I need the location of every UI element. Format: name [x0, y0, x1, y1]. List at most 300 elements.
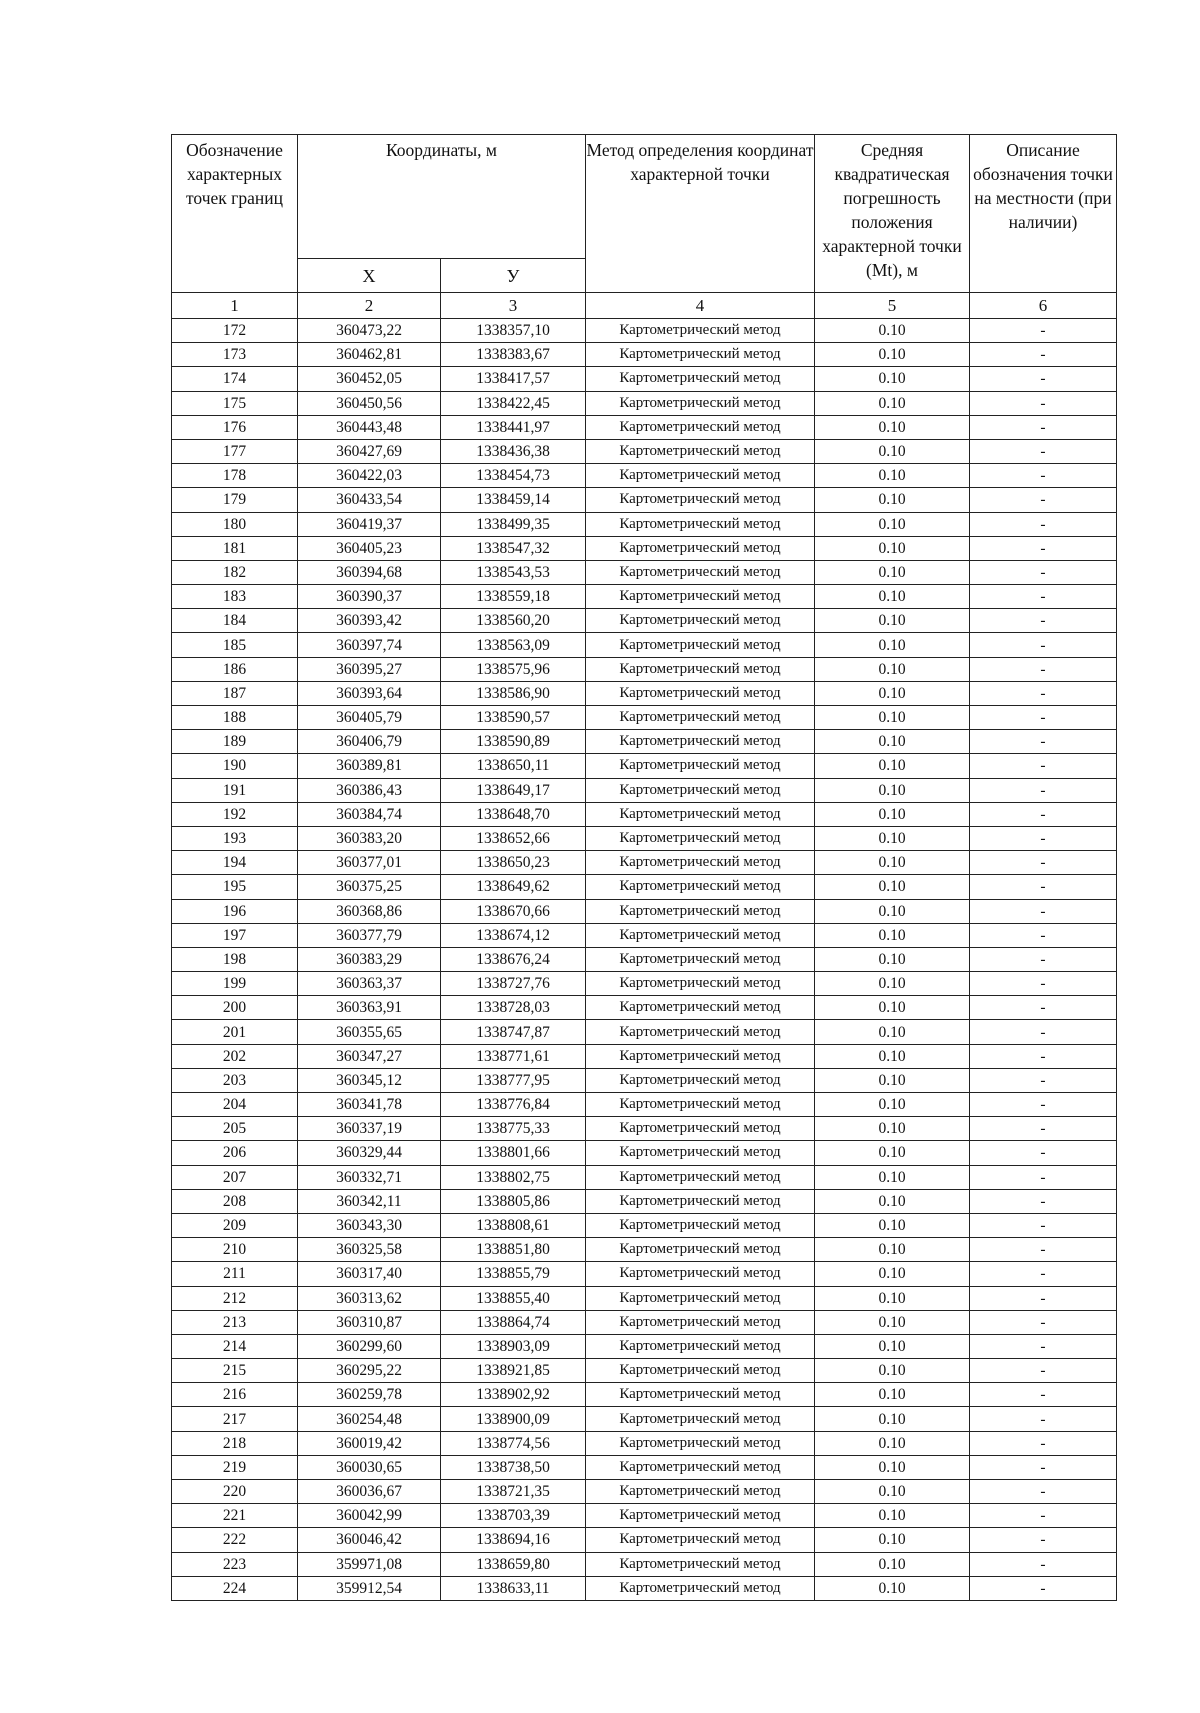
cell-x: 360433,54: [298, 488, 441, 512]
cell-point-number: 188: [172, 706, 298, 730]
cell-y: 1338559,18: [441, 585, 586, 609]
cell-y: 1338774,56: [441, 1431, 586, 1455]
cell-method: Картометрический метод: [586, 996, 815, 1020]
header-coordinates: Координаты, м: [298, 135, 586, 259]
cell-error: 0.10: [815, 1480, 970, 1504]
cell-description: -: [970, 367, 1117, 391]
cell-point-number: 182: [172, 560, 298, 584]
cell-description: -: [970, 802, 1117, 826]
table-row: [172, 633, 1117, 657]
cell-error: 0.10: [815, 1213, 970, 1237]
cell-error: 0.10: [815, 464, 970, 488]
cell-error: 0.10: [815, 1044, 970, 1068]
table-row: [172, 1093, 1117, 1117]
cell-x: 360347,27: [298, 1044, 441, 1068]
cell-point-number: 213: [172, 1310, 298, 1334]
cell-x: 360036,67: [298, 1480, 441, 1504]
table-row: [172, 585, 1117, 609]
cell-point-number: 177: [172, 439, 298, 463]
cell-y: 1338805,86: [441, 1189, 586, 1213]
table-row: [172, 923, 1117, 947]
header-method: Метод определения координат характерной точки: [586, 135, 815, 293]
cell-point-number: 222: [172, 1528, 298, 1552]
cell-y: 1338670,66: [441, 899, 586, 923]
cell-x: 360422,03: [298, 464, 441, 488]
cell-error: 0.10: [815, 1310, 970, 1334]
cell-y: 1338383,67: [441, 343, 586, 367]
cell-y: 1338659,80: [441, 1552, 586, 1576]
cell-method: Картометрический метод: [586, 1286, 815, 1310]
header-description: Описание обозначения точки на местности (при наличии): [970, 135, 1117, 293]
cell-point-number: 174: [172, 367, 298, 391]
cell-description: -: [970, 1431, 1117, 1455]
cell-error: 0.10: [815, 585, 970, 609]
cell-y: 1338851,80: [441, 1238, 586, 1262]
cell-error: 0.10: [815, 1383, 970, 1407]
cell-description: -: [970, 1310, 1117, 1334]
cell-y: 1338543,53: [441, 560, 586, 584]
cell-error: 0.10: [815, 391, 970, 415]
cell-point-number: 185: [172, 633, 298, 657]
table-row: [172, 899, 1117, 923]
cell-error: 0.10: [815, 1286, 970, 1310]
cell-error: 0.10: [815, 415, 970, 439]
cell-y: 1338441,97: [441, 415, 586, 439]
cell-error: 0.10: [815, 778, 970, 802]
table-row: [172, 802, 1117, 826]
table-row: [172, 1504, 1117, 1528]
cell-error: 0.10: [815, 1455, 970, 1479]
cell-x: 360462,81: [298, 343, 441, 367]
cell-y: 1338703,39: [441, 1504, 586, 1528]
cell-error: 0.10: [815, 1141, 970, 1165]
header-row: [172, 135, 1117, 259]
cell-description: -: [970, 1576, 1117, 1600]
table-row: [172, 754, 1117, 778]
cell-description: -: [970, 1213, 1117, 1237]
cell-x: 360427,69: [298, 439, 441, 463]
cell-point-number: 214: [172, 1334, 298, 1358]
cell-x: 360383,20: [298, 826, 441, 850]
cell-method: Картометрический метод: [586, 343, 815, 367]
cell-method: Картометрический метод: [586, 1093, 815, 1117]
cell-error: 0.10: [815, 1528, 970, 1552]
cell-x: 360046,42: [298, 1528, 441, 1552]
cell-description: -: [970, 947, 1117, 971]
cell-method: Картометрический метод: [586, 754, 815, 778]
cell-description: -: [970, 1286, 1117, 1310]
cell-method: Картометрический метод: [586, 1455, 815, 1479]
cell-point-number: 191: [172, 778, 298, 802]
cell-point-number: 172: [172, 319, 298, 343]
cell-method: Картометрический метод: [586, 778, 815, 802]
table-row: [172, 1165, 1117, 1189]
cell-point-number: 189: [172, 730, 298, 754]
cell-y: 1338547,32: [441, 536, 586, 560]
cell-error: 0.10: [815, 1238, 970, 1262]
table-row: [172, 706, 1117, 730]
cell-error: 0.10: [815, 730, 970, 754]
table-row: [172, 1528, 1117, 1552]
cell-x: 360019,42: [298, 1431, 441, 1455]
cell-y: 1338357,10: [441, 319, 586, 343]
cell-description: -: [970, 1165, 1117, 1189]
table-row: [172, 1552, 1117, 1576]
cell-error: 0.10: [815, 1189, 970, 1213]
cell-y: 1338650,23: [441, 851, 586, 875]
cell-method: Картометрический метод: [586, 367, 815, 391]
cell-x: 360042,99: [298, 1504, 441, 1528]
cell-description: -: [970, 851, 1117, 875]
cell-point-number: 207: [172, 1165, 298, 1189]
cell-description: -: [970, 1455, 1117, 1479]
cell-error: 0.10: [815, 1576, 970, 1600]
cell-x: 360341,78: [298, 1093, 441, 1117]
cell-description: -: [970, 536, 1117, 560]
cell-y: 1338738,50: [441, 1455, 586, 1479]
cell-description: -: [970, 1068, 1117, 1092]
cell-y: 1338771,61: [441, 1044, 586, 1068]
cell-error: 0.10: [815, 633, 970, 657]
cell-point-number: 209: [172, 1213, 298, 1237]
cell-method: Картометрический метод: [586, 391, 815, 415]
cell-description: -: [970, 1238, 1117, 1262]
cell-description: -: [970, 560, 1117, 584]
table-row: [172, 657, 1117, 681]
cell-method: Картометрический метод: [586, 1213, 815, 1237]
cell-point-number: 192: [172, 802, 298, 826]
cell-method: Картометрический метод: [586, 1310, 815, 1334]
table-row: [172, 1213, 1117, 1237]
cell-y: 1338575,96: [441, 657, 586, 681]
cell-x: 360383,29: [298, 947, 441, 971]
cell-point-number: 204: [172, 1093, 298, 1117]
table-row: [172, 1238, 1117, 1262]
cell-error: 0.10: [815, 899, 970, 923]
cell-error: 0.10: [815, 1165, 970, 1189]
table-row: [172, 1407, 1117, 1431]
cell-error: 0.10: [815, 754, 970, 778]
cell-description: -: [970, 875, 1117, 899]
cell-point-number: 179: [172, 488, 298, 512]
cell-error: 0.10: [815, 1359, 970, 1383]
cell-description: -: [970, 319, 1117, 343]
cell-y: 1338499,35: [441, 512, 586, 536]
cell-method: Картометрический метод: [586, 899, 815, 923]
cell-error: 0.10: [815, 367, 970, 391]
cell-x: 360397,74: [298, 633, 441, 657]
cell-method: Картометрический метод: [586, 1020, 815, 1044]
table-row: [172, 609, 1117, 633]
table-row: [172, 439, 1117, 463]
cell-description: -: [970, 585, 1117, 609]
cell-y: 1338674,12: [441, 923, 586, 947]
cell-error: 0.10: [815, 1117, 970, 1141]
cell-point-number: 218: [172, 1431, 298, 1455]
cell-method: Картометрический метод: [586, 1165, 815, 1189]
cell-point-number: 187: [172, 681, 298, 705]
table-row: [172, 1286, 1117, 1310]
cell-x: 360325,58: [298, 1238, 441, 1262]
cell-description: -: [970, 512, 1117, 536]
cell-description: -: [970, 730, 1117, 754]
cell-y: 1338776,84: [441, 1093, 586, 1117]
cell-description: -: [970, 1093, 1117, 1117]
cell-point-number: 205: [172, 1117, 298, 1141]
cell-description: -: [970, 391, 1117, 415]
table-row: [172, 875, 1117, 899]
cell-description: -: [970, 1044, 1117, 1068]
cell-point-number: 183: [172, 585, 298, 609]
cell-y: 1338747,87: [441, 1020, 586, 1044]
cell-x: 360394,68: [298, 560, 441, 584]
cell-x: 360375,25: [298, 875, 441, 899]
cell-method: Картометрический метод: [586, 1552, 815, 1576]
table-row: [172, 730, 1117, 754]
cell-description: -: [970, 1359, 1117, 1383]
cell-x: 360406,79: [298, 730, 441, 754]
cell-method: Картометрический метод: [586, 585, 815, 609]
cell-y: 1338855,79: [441, 1262, 586, 1286]
cell-description: -: [970, 923, 1117, 947]
cell-y: 1338459,14: [441, 488, 586, 512]
cell-method: Картометрический метод: [586, 1359, 815, 1383]
cell-point-number: 199: [172, 972, 298, 996]
cell-description: -: [970, 972, 1117, 996]
cell-description: -: [970, 1383, 1117, 1407]
table-row: [172, 1480, 1117, 1504]
cell-description: -: [970, 826, 1117, 850]
cell-description: -: [970, 633, 1117, 657]
cell-point-number: 224: [172, 1576, 298, 1600]
table-row: [172, 1455, 1117, 1479]
cell-y: 1338417,57: [441, 367, 586, 391]
cell-x: 359912,54: [298, 1576, 441, 1600]
cell-error: 0.10: [815, 923, 970, 947]
table-row: [172, 972, 1117, 996]
cell-x: 360317,40: [298, 1262, 441, 1286]
cell-method: Картометрический метод: [586, 560, 815, 584]
cell-x: 360405,79: [298, 706, 441, 730]
cell-x: 360337,19: [298, 1117, 441, 1141]
cell-description: -: [970, 778, 1117, 802]
cell-error: 0.10: [815, 1504, 970, 1528]
cell-y: 1338902,92: [441, 1383, 586, 1407]
cell-x: 360395,27: [298, 657, 441, 681]
cell-point-number: 223: [172, 1552, 298, 1576]
cell-y: 1338560,20: [441, 609, 586, 633]
cell-method: Картометрический метод: [586, 1189, 815, 1213]
cell-x: 360450,56: [298, 391, 441, 415]
cell-point-number: 180: [172, 512, 298, 536]
cell-description: -: [970, 706, 1117, 730]
cell-x: 360313,62: [298, 1286, 441, 1310]
column-number: 3: [441, 293, 586, 319]
cell-point-number: 203: [172, 1068, 298, 1092]
cell-point-number: 193: [172, 826, 298, 850]
cell-point-number: 200: [172, 996, 298, 1020]
cell-point-number: 219: [172, 1455, 298, 1479]
table-row: [172, 464, 1117, 488]
cell-method: Картометрический метод: [586, 1238, 815, 1262]
cell-x: 359971,08: [298, 1552, 441, 1576]
cell-point-number: 216: [172, 1383, 298, 1407]
cell-method: Картометрический метод: [586, 1044, 815, 1068]
cell-method: Картометрический метод: [586, 1576, 815, 1600]
cell-point-number: 210: [172, 1238, 298, 1262]
boundary-points-table: [171, 134, 1117, 1601]
cell-method: Картометрический метод: [586, 633, 815, 657]
table-row: [172, 1044, 1117, 1068]
cell-error: 0.10: [815, 1407, 970, 1431]
cell-method: Картометрический метод: [586, 536, 815, 560]
table-row: [172, 996, 1117, 1020]
cell-y: 1338775,33: [441, 1117, 586, 1141]
cell-error: 0.10: [815, 319, 970, 343]
cell-y: 1338563,09: [441, 633, 586, 657]
cell-y: 1338649,17: [441, 778, 586, 802]
column-number: 2: [298, 293, 441, 319]
cell-point-number: 196: [172, 899, 298, 923]
cell-description: -: [970, 1407, 1117, 1431]
cell-point-number: 217: [172, 1407, 298, 1431]
cell-y: 1338648,70: [441, 802, 586, 826]
cell-method: Картометрический метод: [586, 1407, 815, 1431]
cell-description: -: [970, 464, 1117, 488]
cell-description: -: [970, 681, 1117, 705]
cell-description: -: [970, 657, 1117, 681]
cell-error: 0.10: [815, 1262, 970, 1286]
cell-method: Картометрический метод: [586, 1117, 815, 1141]
cell-method: Картометрический метод: [586, 488, 815, 512]
header-x: Х: [298, 259, 441, 293]
cell-y: 1338422,45: [441, 391, 586, 415]
cell-method: Картометрический метод: [586, 1504, 815, 1528]
cell-method: Картометрический метод: [586, 1431, 815, 1455]
cell-error: 0.10: [815, 947, 970, 971]
table-row: [172, 391, 1117, 415]
cell-description: -: [970, 996, 1117, 1020]
cell-method: Картометрический метод: [586, 923, 815, 947]
cell-y: 1338650,11: [441, 754, 586, 778]
cell-y: 1338721,35: [441, 1480, 586, 1504]
cell-method: Картометрический метод: [586, 1141, 815, 1165]
cell-method: Картометрический метод: [586, 972, 815, 996]
cell-point-number: 197: [172, 923, 298, 947]
cell-x: 360299,60: [298, 1334, 441, 1358]
cell-description: -: [970, 1480, 1117, 1504]
cell-method: Картометрический метод: [586, 947, 815, 971]
cell-point-number: 190: [172, 754, 298, 778]
table-row: [172, 1431, 1117, 1455]
table-row: [172, 536, 1117, 560]
cell-y: 1338436,38: [441, 439, 586, 463]
cell-error: 0.10: [815, 609, 970, 633]
table-row: [172, 1189, 1117, 1213]
cell-error: 0.10: [815, 536, 970, 560]
cell-y: 1338586,90: [441, 681, 586, 705]
cell-x: 360342,11: [298, 1189, 441, 1213]
column-number: 4: [586, 293, 815, 319]
cell-x: 360254,48: [298, 1407, 441, 1431]
cell-error: 0.10: [815, 996, 970, 1020]
table-row: [172, 367, 1117, 391]
cell-point-number: 211: [172, 1262, 298, 1286]
cell-method: Картометрический метод: [586, 415, 815, 439]
cell-point-number: 178: [172, 464, 298, 488]
cell-x: 360377,79: [298, 923, 441, 947]
cell-x: 360393,64: [298, 681, 441, 705]
cell-y: 1338727,76: [441, 972, 586, 996]
cell-description: -: [970, 1020, 1117, 1044]
cell-description: -: [970, 899, 1117, 923]
cell-error: 0.10: [815, 826, 970, 850]
column-number: 5: [815, 293, 970, 319]
cell-x: 360310,87: [298, 1310, 441, 1334]
table-row: [172, 1262, 1117, 1286]
header-y: У: [441, 259, 586, 293]
cell-point-number: 220: [172, 1480, 298, 1504]
cell-y: 1338633,11: [441, 1576, 586, 1600]
cell-point-number: 184: [172, 609, 298, 633]
column-number-row: [172, 293, 1117, 319]
cell-method: Картометрический метод: [586, 512, 815, 536]
cell-point-number: 202: [172, 1044, 298, 1068]
cell-description: -: [970, 1504, 1117, 1528]
cell-y: 1338676,24: [441, 947, 586, 971]
cell-y: 1338864,74: [441, 1310, 586, 1334]
table-row: [172, 681, 1117, 705]
cell-x: 360386,43: [298, 778, 441, 802]
cell-description: -: [970, 1117, 1117, 1141]
cell-method: Картометрический метод: [586, 1262, 815, 1286]
cell-point-number: 215: [172, 1359, 298, 1383]
cell-x: 360355,65: [298, 1020, 441, 1044]
cell-error: 0.10: [815, 1068, 970, 1092]
cell-x: 360452,05: [298, 367, 441, 391]
cell-method: Картометрический метод: [586, 657, 815, 681]
cell-y: 1338801,66: [441, 1141, 586, 1165]
cell-y: 1338649,62: [441, 875, 586, 899]
cell-method: Картометрический метод: [586, 826, 815, 850]
cell-x: 360377,01: [298, 851, 441, 875]
table-row: [172, 778, 1117, 802]
cell-method: Картометрический метод: [586, 1068, 815, 1092]
cell-y: 1338777,95: [441, 1068, 586, 1092]
cell-point-number: 194: [172, 851, 298, 875]
cell-description: -: [970, 1189, 1117, 1213]
cell-x: 360473,22: [298, 319, 441, 343]
table-row: [172, 1141, 1117, 1165]
header-point-designation: Обозначение характерных точек границ: [172, 135, 298, 293]
cell-method: Картометрический метод: [586, 706, 815, 730]
cell-error: 0.10: [815, 512, 970, 536]
cell-method: Картометрический метод: [586, 609, 815, 633]
cell-y: 1338802,75: [441, 1165, 586, 1189]
cell-x: 360405,23: [298, 536, 441, 560]
cell-y: 1338808,61: [441, 1213, 586, 1237]
cell-x: 360030,65: [298, 1455, 441, 1479]
cell-method: Картометрический метод: [586, 851, 815, 875]
cell-x: 360363,37: [298, 972, 441, 996]
cell-description: -: [970, 1528, 1117, 1552]
column-number: 6: [970, 293, 1117, 319]
cell-y: 1338728,03: [441, 996, 586, 1020]
cell-point-number: 195: [172, 875, 298, 899]
cell-point-number: 198: [172, 947, 298, 971]
cell-method: Картометрический метод: [586, 1383, 815, 1407]
table-row: [172, 319, 1117, 343]
